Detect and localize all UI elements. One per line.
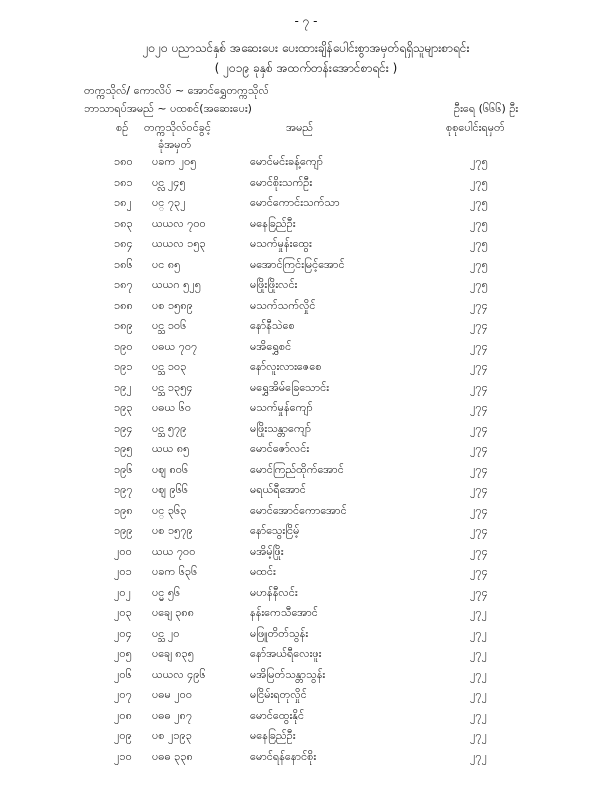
total-marks: ၂၇၄ — [470, 483, 488, 496]
total-marks: ၂၇၂ — [470, 647, 487, 660]
student-name: နော်သွေးငြိမ့် — [250, 524, 300, 537]
student-name: မဖြူတိတ်သွန်း — [250, 626, 309, 640]
column-header-marks: စုစုပေါင်းရမှတ် — [446, 121, 505, 134]
roll-number: ပဓမ ၂၀၀ — [152, 688, 193, 701]
table-row — [0, 643, 612, 664]
row-number: ၁၉၀ — [114, 339, 133, 353]
table-row — [0, 315, 612, 336]
student-name: မောင်ကောင်းသက်သာ — [250, 196, 340, 209]
student-name: မဖြိုးသန္တာကျော် — [250, 421, 312, 435]
column-header-number: စဉ် — [116, 121, 129, 134]
student-name: မနေခြည်ဦး — [250, 729, 296, 742]
student-name: နော်နီသဲစေ — [250, 319, 295, 332]
table-row — [0, 172, 612, 193]
row-number: ၁၉၄ — [114, 421, 133, 435]
total-marks: ၂၇၄ — [470, 524, 488, 537]
student-name: မောင်ထွေးနိုင် — [250, 708, 305, 722]
roll-number: ပင္ ၇၃၂ — [152, 196, 186, 209]
total-marks: ၂၇၅ — [470, 257, 488, 271]
roll-number: ယယလ ၄၉၆ — [152, 667, 206, 681]
table-row — [0, 520, 612, 541]
row-number: ၂၀၄ — [114, 626, 132, 640]
row-number: ၁၉၂ — [114, 380, 132, 394]
roll-number: ပချေ ၈၃၅ — [152, 647, 194, 660]
roll-number: ပဓဓ ၃၃၈ — [152, 749, 193, 763]
column-header-name: အမည် — [286, 121, 314, 134]
row-number: ၁၉၁ — [114, 360, 133, 373]
total-marks: ၂၇၅ — [470, 237, 488, 250]
total-marks: ၂၇၄ — [470, 462, 488, 476]
roll-number: ပဈ ၈၀၆ — [152, 462, 189, 476]
roll-number: ပစ ၁၅၈၉ — [152, 298, 193, 312]
table-row — [0, 705, 612, 726]
total-marks: ၂၇၂ — [470, 667, 487, 681]
table-row — [0, 725, 612, 746]
page-number: - ၇ - — [294, 14, 318, 28]
total-marks: ၂၇၅ — [470, 155, 488, 168]
student-name: မရွှေအိမ်ခြေသောင်း — [250, 380, 329, 394]
row-number: ၁၈၈ — [114, 298, 133, 312]
total-marks: ၂၇၂ — [470, 606, 487, 619]
total-marks: ၂၇၂ — [470, 729, 487, 742]
student-name: မအိမ့်ဖြိုး — [250, 544, 284, 558]
student-name: နော်အယ်ရီလေးဖူး — [250, 647, 322, 660]
roll-number: ပင္သ ၅၇၉ — [152, 421, 187, 435]
student-name: မောင်စိုးသက်ဦး — [250, 175, 313, 189]
row-number: ၂၀၇ — [114, 688, 132, 701]
student-name: မအိရွှေစင် — [250, 339, 292, 353]
table-row — [0, 274, 612, 295]
row-number: ၂၀၈ — [114, 708, 132, 722]
student-name: မောင်ကြည်ထိုက်အောင် — [250, 462, 344, 476]
row-number: ၁၈၀ — [114, 155, 133, 168]
total-marks: ၂၇၄ — [470, 585, 488, 599]
student-name: မသက်သက်လှိုင် — [250, 298, 316, 312]
row-number: ၁၈၆ — [114, 257, 133, 271]
row-number: ၂၁၀ — [114, 749, 132, 763]
table-row — [0, 561, 612, 582]
roll-number: ပင္ ၃၆၃ — [152, 503, 187, 517]
document-subtitle: ( ၂၀၁၉ ခုနှစ် အထက်တန်းအောင်စာရင်း ) — [214, 61, 398, 75]
row-number: ၁၉၅ — [114, 442, 133, 455]
total-marks: ၂၇၄ — [470, 401, 488, 414]
row-number: ၂၀၂ — [114, 585, 131, 599]
table-row — [0, 356, 612, 377]
row-number: ၁၉၆ — [114, 462, 133, 476]
row-number: ၂၀၁ — [114, 565, 132, 578]
roll-number: ပင္သ ၁၀၃ — [152, 360, 187, 373]
table-row — [0, 623, 612, 644]
row-number: ၁၉၇ — [114, 483, 133, 496]
headcount-label: ဦးရေ (၆၆၆) ဦး — [454, 102, 519, 115]
total-marks: ၂၇၄ — [470, 544, 488, 558]
table-row — [0, 192, 612, 213]
student-name: မဖြိုးဖြိုးလင်း — [250, 278, 298, 291]
roll-number: ပစ ၁၅၇၉ — [152, 524, 193, 537]
roll-number: ပခက ၆၃၆ — [152, 565, 198, 578]
table-row — [0, 418, 612, 439]
table-row — [0, 377, 612, 398]
row-number: ၁၈၂ — [114, 196, 132, 209]
roll-number: ယယဂ ၅၂၅ — [152, 278, 201, 291]
table-row — [0, 500, 612, 521]
total-marks: ၂၇၅ — [470, 196, 488, 209]
roll-number: ပင္လ ၂၄၅ — [152, 175, 186, 189]
student-name: မရယ်ရီအောင် — [250, 483, 306, 496]
total-marks: ၂၇၂ — [470, 708, 487, 722]
table-row — [0, 684, 612, 705]
student-name: မထင်း — [250, 565, 276, 578]
row-number: ၁၈၃ — [114, 216, 133, 230]
student-name: မောင်မင်းခန့်ကျော် — [250, 155, 323, 168]
roll-number: ပင္သ ၂၀ — [152, 626, 180, 640]
table-row — [0, 479, 612, 500]
total-marks: ၂၇၄ — [470, 503, 488, 517]
student-name: မသက်မှုန်ကျော် — [250, 401, 313, 414]
total-marks: ၂၇၄ — [470, 380, 488, 394]
table-row — [0, 336, 612, 357]
document-title: ၂၀၂၀ ပညာသင်နှစ် အဆေးပေး ပေးထားချိန်ပေါင်းစွာအမှတ်ရရှိသူများစာရင်း — [142, 41, 470, 55]
total-marks: ၂၇၄ — [470, 298, 488, 312]
row-number: ၁၈၉ — [114, 319, 133, 332]
results-table — [0, 151, 612, 766]
total-marks: ၂၇၄ — [470, 339, 488, 353]
table-row — [0, 746, 612, 767]
table-row — [0, 582, 612, 603]
roll-number: ပင္သ ၁၃၅၄ — [152, 380, 193, 394]
roll-number: ပဓယ ၆၀ — [152, 401, 192, 414]
row-number: ၂၀၃ — [114, 606, 132, 619]
subject-label: ဘာသာရပ်အမည် ~ ပထစင်(အဆေးပေး) — [84, 102, 252, 115]
row-number: ၂၀၅ — [114, 647, 132, 660]
table-row — [0, 664, 612, 685]
row-number: ၁၉၃ — [114, 401, 133, 414]
total-marks: ၂၇၄ — [470, 421, 488, 435]
student-name: နန်းကေသီအောင် — [250, 606, 318, 619]
table-row — [0, 602, 612, 623]
total-marks: ၂၇၄ — [470, 319, 488, 332]
roll-number: ယယ ၈၅ — [152, 442, 190, 455]
table-row — [0, 459, 612, 480]
university-label: တက္ကသိုလ်/ ကောလိပ် ~ အောင်ရွှေတက္ကသိုလ် — [84, 84, 269, 97]
total-marks: ၂၇၂ — [470, 749, 487, 763]
roll-number: ပင ၈၅ — [152, 257, 181, 271]
row-number: ၁၈၄ — [114, 237, 133, 250]
total-marks: ၂၇၄ — [470, 442, 488, 455]
table-row — [0, 541, 612, 562]
row-number: ၁၉၈ — [114, 503, 133, 517]
column-header-roll-line2: ခုံအမှတ် — [158, 138, 192, 151]
student-name: မောင်ဇော်လင်း — [250, 442, 310, 455]
table-row — [0, 254, 612, 275]
total-marks: ၂၇၅ — [470, 175, 488, 189]
row-number: ၂၀၉ — [114, 729, 132, 742]
roll-number: ယယလ ၁၅၃ — [152, 237, 206, 250]
roll-number: ယယလ ၇၀၀ — [152, 216, 206, 230]
roll-number: ပဈ ၉၆၆ — [152, 483, 189, 496]
table-row — [0, 295, 612, 316]
table-row — [0, 151, 612, 172]
roll-number: ပခက ၂၀၅ — [152, 155, 197, 168]
roll-number: ပဓယ ၇၀၇ — [152, 339, 198, 353]
row-number: ၁၈၇ — [114, 278, 133, 291]
table-row — [0, 438, 612, 459]
roll-number: ယယ ၇၀၀ — [152, 544, 196, 558]
row-number: ၂၀၀ — [114, 544, 132, 558]
table-row — [0, 233, 612, 254]
student-name: မသက်မှုန်းထွေး — [250, 237, 312, 250]
total-marks: ၂၇၂ — [470, 626, 487, 640]
table-row — [0, 213, 612, 234]
student-name: မဟန်နီလင်း — [250, 585, 298, 599]
total-marks: ၂၇၄ — [470, 565, 488, 578]
student-name: မအောင်ကြင်းမြင့်အောင် — [250, 257, 345, 271]
total-marks: ၂၇၅ — [470, 278, 488, 291]
total-marks: ၂၇၅ — [470, 216, 488, 230]
roll-number: ပချေ ၃၈၈ — [152, 606, 194, 619]
student-name: မအိမြတ်သန္တာသွန်း — [250, 667, 326, 681]
roll-number: ပဓဓ ၂၈၇ — [152, 708, 193, 722]
student-name: မနေခြည်ဦး — [250, 216, 296, 230]
student-name: နော်လူးလားဇေစေ — [250, 360, 322, 373]
row-number: ၁၈၁ — [114, 175, 133, 189]
student-name: မငြိမ်းရတုလှိုင် — [250, 688, 307, 701]
table-row — [0, 397, 612, 418]
total-marks: ၂၇၄ — [470, 360, 488, 373]
row-number: ၂၀၆ — [114, 667, 132, 681]
student-name: မောင်ရန်နောင်စိုး — [250, 749, 317, 763]
column-header-roll: တက္ကသိုလ်ဝင်ခွင့် — [144, 121, 211, 134]
roll-number: ပစ ၂၁၉၃ — [152, 729, 192, 742]
roll-number: ပင္မ ၅၆ — [152, 585, 181, 599]
roll-number: ပင္သ ၁၀၆ — [152, 319, 187, 332]
total-marks: ၂၇၂ — [470, 688, 487, 701]
row-number: ၁၉၉ — [114, 524, 133, 537]
student-name: မောင်အောင်ကောအောင် — [250, 503, 347, 517]
